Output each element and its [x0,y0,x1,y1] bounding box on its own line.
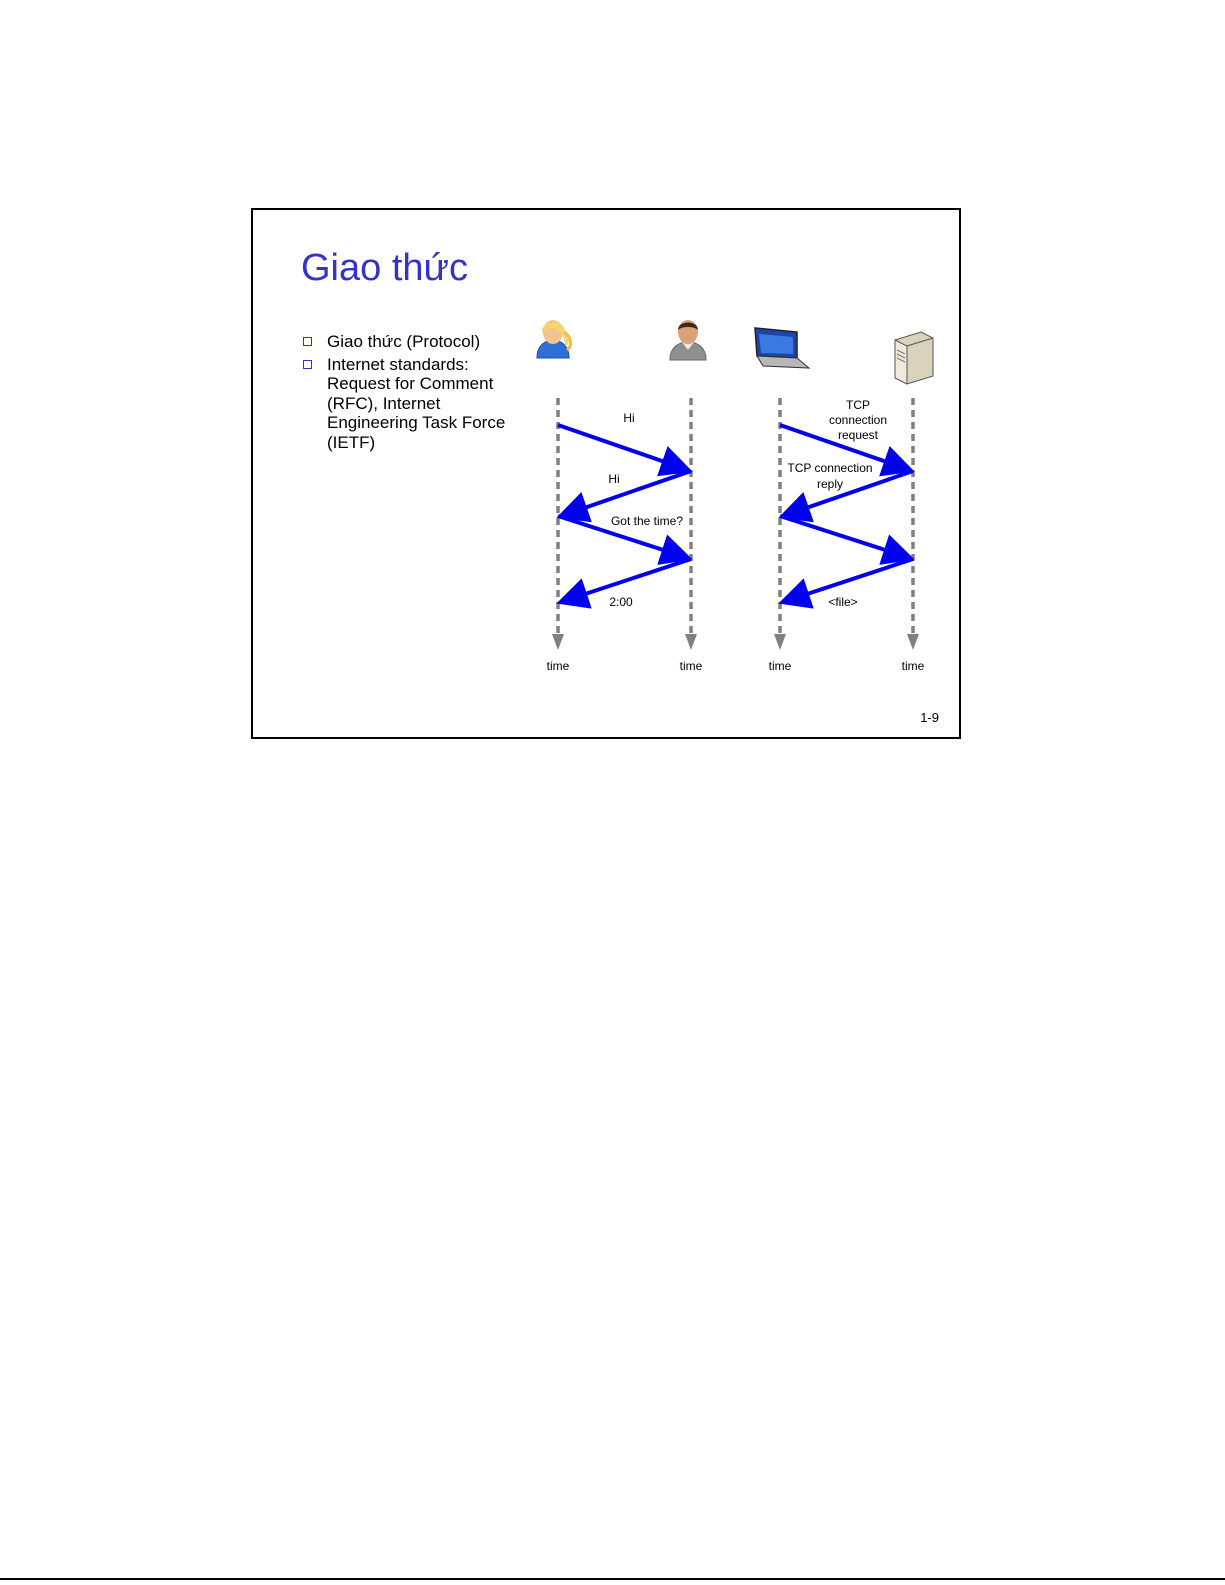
slide [251,208,961,739]
message-label: TCP [846,398,870,412]
message-label: Got the time? [610,514,684,528]
message-label: 2:00 [609,595,633,609]
message-label: Hi [608,472,620,486]
timeline-arrowhead [685,634,697,650]
human-message-arrows [558,425,691,601]
time-label: time [901,659,925,673]
message-arrow [780,516,907,557]
message-arrow [558,425,685,469]
time-label: time [546,659,570,673]
message-label: Hi [623,411,635,425]
slide-title: Giao thức [301,247,468,289]
man-icon [670,320,706,360]
timeline-arrowhead [907,634,919,650]
page-bottom-rule [0,1578,1225,1580]
laptop-icon [755,328,809,368]
message-label: reply [816,477,844,491]
woman-icon [537,320,571,358]
server-icon [895,332,933,384]
time-label: time [768,659,792,673]
bullet-text: Internet standards: Request for Comment (RFC), Internet Engineering Task Force (IETF) [327,354,506,452]
computer-message-arrows [780,425,913,601]
message-label: <file> [828,595,858,609]
message-label: TCP connection [787,461,873,475]
timeline-arrowhead [774,634,786,650]
protocol-diagram [253,210,959,737]
message-arrow [786,471,913,515]
time-label: time [679,659,703,673]
bullet-text: Giao thức (Protocol) [327,332,481,351]
message-label: connection [828,413,888,427]
message-label: request [837,428,879,442]
timeline-arrowheads [552,634,919,650]
message-arrow [564,471,691,515]
timeline-arrowhead [552,634,564,650]
page-number: 1-9 [920,710,939,725]
